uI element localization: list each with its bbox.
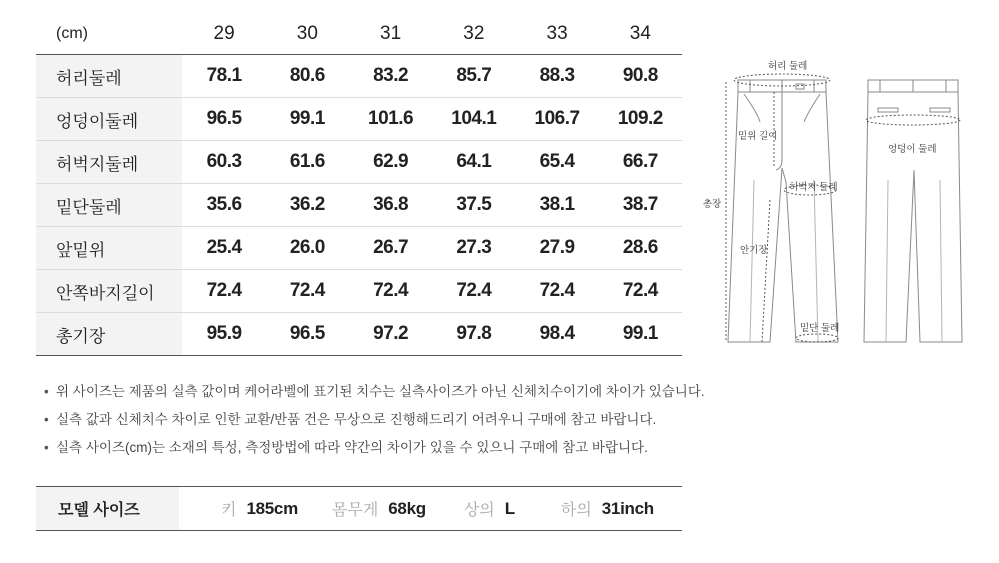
size-value: 60.3 [182,141,265,184]
model-bottom [561,487,654,530]
note-text: 실측 값과 신체치수 차이로 인한 교환/반품 건은 무상으로 진행해드리기 어려우니 구매에 참고 바랍니다. [56,412,657,427]
size-header-row [36,14,682,55]
size-value: 26.7 [349,227,432,270]
size-value: 26.0 [266,227,349,270]
note-text: 실측 사이즈(cm)는 소재의 특성, 측정방법에 따라 약간의 차이가 있을 수 있으니 구매에 참고 바랍니다. [56,440,648,455]
row-label: 앞밑위 [36,227,182,270]
size-value: 72.4 [182,270,265,313]
model-top-value: L [504,498,515,518]
size-value: 104.1 [432,98,515,141]
table-row [36,270,682,313]
size-value: 109.2 [599,98,682,141]
model-height-value: 185cm [246,498,298,518]
size-value: 38.1 [515,184,598,227]
size-value: 99.1 [599,313,682,356]
model-height [221,487,298,530]
front-pants-outline [728,80,838,342]
size-header: 30 [266,14,349,55]
notes-list [44,378,704,462]
diagram-label-hem: 밑단 둘레 [800,323,840,334]
note-item [44,406,704,434]
table-row [36,227,682,270]
back-pants-outline [864,80,962,342]
model-top-label: 상의 [463,502,495,519]
size-header: 33 [515,14,598,55]
table-row [36,55,682,98]
model-weight-value: 68kg [388,498,426,518]
size-header: 32 [432,14,515,55]
size-header: 34 [599,14,682,55]
size-value: 99.1 [266,98,349,141]
table-row [36,141,682,184]
size-value: 28.6 [599,227,682,270]
row-label: 밑단둘레 [36,184,182,227]
bullet-icon: • [44,412,49,427]
size-header: 31 [349,14,432,55]
size-table [36,14,682,356]
model-top [464,487,515,530]
size-value: 27.9 [515,227,598,270]
model-bottom-value: 31inch [601,498,654,518]
size-value: 72.4 [266,270,349,313]
bullet-icon: • [44,384,49,399]
size-value: 78.1 [182,55,265,98]
diagram-label-hip: 엉덩이 둘레 [888,144,937,155]
note-item [44,434,704,462]
note-item [44,378,704,406]
size-value: 35.6 [182,184,265,227]
row-label: 안쪽바지길이 [36,270,182,313]
size-value: 36.8 [349,184,432,227]
unit-label: (cm) [36,14,182,55]
size-value: 36.2 [266,184,349,227]
pants-measurement-diagram [698,50,988,350]
row-label: 총기장 [36,313,182,356]
diagram-label-waist: 허리 둘레 [768,61,808,72]
size-value: 64.1 [432,141,515,184]
table-row [36,184,682,227]
measurement-lines [726,74,960,342]
table-row [36,313,682,356]
model-size-table [36,486,682,531]
size-value: 61.6 [266,141,349,184]
diagram-label-rise: 밑위 길이 [738,131,778,142]
row-label: 엉덩이둘레 [36,98,182,141]
size-header: 29 [182,14,265,55]
size-value: 37.5 [432,184,515,227]
bullet-icon: • [44,440,49,455]
size-value: 95.9 [182,313,265,356]
size-value: 97.2 [349,313,432,356]
size-value: 80.6 [266,55,349,98]
size-value: 72.4 [432,270,515,313]
size-value: 97.8 [432,313,515,356]
row-label: 허리둘레 [36,55,182,98]
size-value: 85.7 [432,55,515,98]
diagram-label-inseam: 안기장 [740,245,768,256]
table-row [36,98,682,141]
diagram-label-total-length: 총장 [703,199,722,210]
model-weight-label: 몸무게 [331,502,379,519]
diagram-label-thigh: 허벅지 둘레 [789,182,838,193]
pants-illustration [698,50,988,350]
size-value: 66.7 [599,141,682,184]
model-height-label: 키 [221,502,237,519]
model-size-title: 모델 사이즈 [36,487,179,530]
row-label: 허벅지둘레 [36,141,182,184]
size-value: 27.3 [432,227,515,270]
size-value: 96.5 [182,98,265,141]
size-value: 90.8 [599,55,682,98]
size-value: 62.9 [349,141,432,184]
size-value: 83.2 [349,55,432,98]
model-weight [332,487,426,530]
size-value: 98.4 [515,313,598,356]
size-value: 101.6 [349,98,432,141]
note-text: 위 사이즈는 제품의 실측 값이며 케어라벨에 표기된 치수는 실측사이즈가 아닌 신체치수이기에 차이가 있습니다. [56,384,705,399]
size-value: 106.7 [515,98,598,141]
size-value: 65.4 [515,141,598,184]
size-value: 25.4 [182,227,265,270]
size-value: 72.4 [515,270,598,313]
size-value: 38.7 [599,184,682,227]
size-value: 88.3 [515,55,598,98]
size-value: 72.4 [599,270,682,313]
size-value: 96.5 [266,313,349,356]
size-value: 72.4 [349,270,432,313]
model-bottom-label: 하의 [560,502,592,519]
